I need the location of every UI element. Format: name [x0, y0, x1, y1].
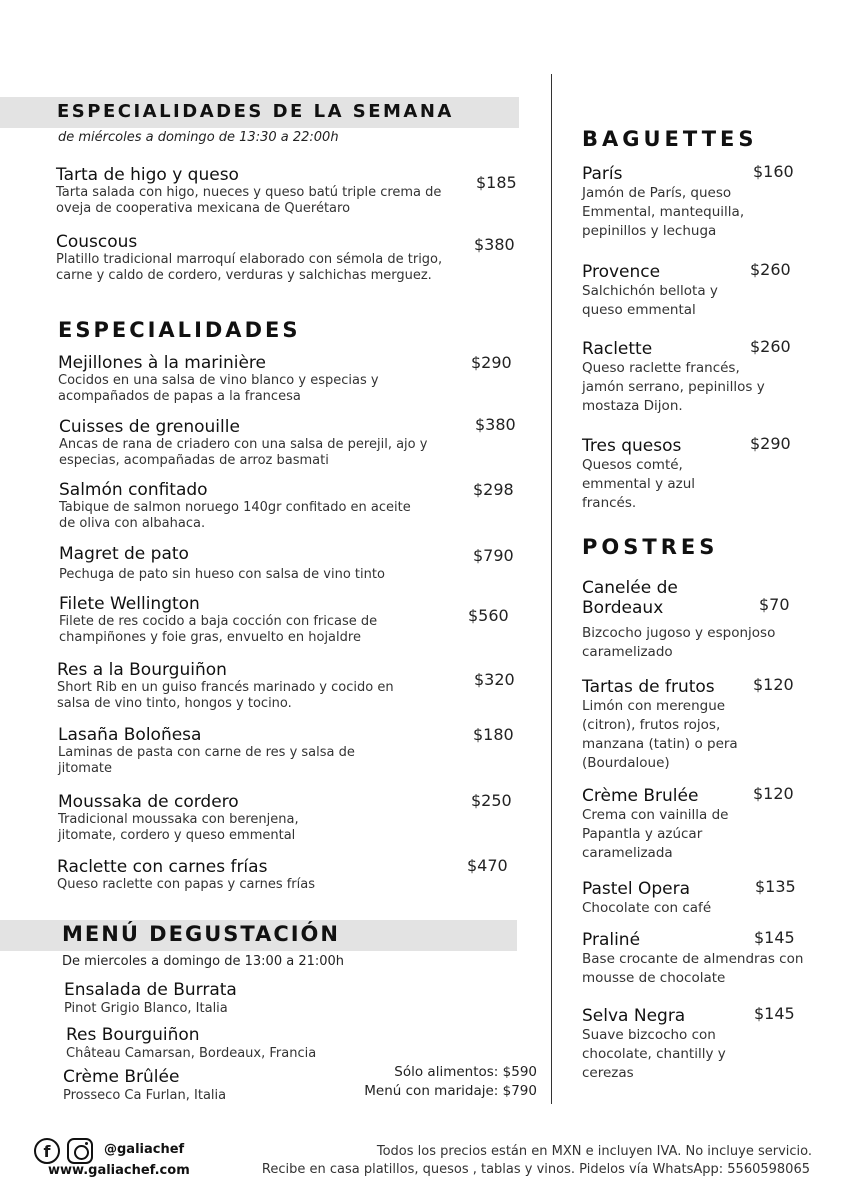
item-name: Couscous: [56, 232, 138, 252]
item-name: Provence: [582, 262, 661, 282]
item-name: Raclette con carnes frías: [57, 857, 268, 877]
item-desc: Salchichón bellota y queso emmental: [582, 283, 718, 318]
facebook-icon[interactable]: f: [34, 1138, 60, 1164]
item-name: Moussaka de cordero: [58, 792, 239, 812]
footer-note-prices: Todos los precios están en MXN e incluyen IVA. No incluye servicio.: [376, 1144, 812, 1159]
item-price: $70: [759, 595, 790, 614]
dessert-item: [582, 786, 752, 863]
dessert-item: [582, 578, 802, 662]
item-desc: Cocidos en una salsa de vino blanco y especias y acompañados de papas a la francesa: [58, 373, 379, 404]
item-name: Salmón confitado: [59, 480, 208, 500]
weekly-schedule: de miércoles a domingo de 13:30 a 22:00h: [58, 130, 339, 145]
item-price: $290: [471, 353, 512, 372]
item-desc: Quesos comté, emmental y azul francés.: [582, 457, 696, 511]
item-desc: Base crocante de almendras con mousse de chocolate: [582, 951, 804, 986]
item-price: $120: [753, 784, 794, 803]
item-price: $180: [473, 725, 514, 744]
item-desc: Platillo tradicional marroquí elaborado con sémola de trigo, carne y caldo de cordero, verduras y salchichas merguez.: [56, 252, 443, 283]
tasting-title: MENÚ DEGUSTACIÓN: [62, 922, 340, 946]
item-price: $790: [473, 546, 514, 565]
item-price: $380: [474, 235, 515, 254]
item-desc: Ancas de rana de criadero con una salsa de perejil, ajo y especias, acompañadas de arroz basmati: [59, 437, 428, 468]
item-price: $160: [753, 162, 794, 181]
footer-note-delivery: Recibe en casa platillos, quesos , tablas y vinos. Pidelos vía WhatsApp: 5560598065: [261, 1162, 810, 1177]
specialty-item: [59, 544, 459, 583]
specialty-item: [57, 857, 437, 893]
item-price: $120: [753, 675, 794, 694]
item-name: Praliné: [582, 930, 641, 950]
item-name: Selva Negra: [582, 1006, 686, 1026]
item-name: Tres quesos: [582, 436, 682, 456]
item-price: $145: [754, 1004, 795, 1023]
item-desc: Limón con merengue (citron), frutos rojos, manzana (tatin) o pera (Bourdaloue): [582, 698, 738, 771]
item-desc: Jamón de París, queso Emmental, mantequilla, pepinillos y lechuga: [582, 185, 745, 239]
item-desc: Short Rib en un guiso francés marinado y cocido en salsa de vino tinto, hongos y tocino.: [57, 680, 394, 711]
item-desc: Pechuga de pato sin hueso con salsa de vino tinto: [59, 567, 385, 582]
item-price: $250: [471, 791, 512, 810]
item-desc: Tarta salada con higo, nueces y queso batú triple crema de oveja de cooperativa mexicana de Querétaro: [56, 185, 442, 216]
item-name: Crème Brûlée: [63, 1067, 180, 1087]
website-link[interactable]: www.galiachef.com: [48, 1163, 190, 1178]
desserts-title: POSTRES: [582, 535, 719, 559]
dessert-item: [582, 677, 752, 773]
specialty-item: [58, 725, 388, 777]
item-price: $185: [476, 173, 517, 192]
item-price: $260: [750, 260, 791, 279]
item-name: Res a la Bourguiñon: [57, 660, 227, 680]
item-name: Canelée de Bordeaux: [582, 578, 678, 618]
item-name: Magret de pato: [59, 544, 189, 564]
item-desc: Tradicional moussaka con berenjena, jitomate, cordero y queso emmental: [58, 812, 299, 843]
item-name: Tartas de frutos: [582, 677, 715, 697]
specialties-title: ESPECIALIDADES: [58, 318, 301, 342]
item-name: Lasaña Boloñesa: [58, 725, 202, 745]
specialty-item: [59, 417, 439, 469]
item-price: $470: [467, 856, 508, 875]
item-desc: Tabique de salmon noruego 140gr confitado en aceite de oliva con albahaca.: [59, 500, 411, 531]
tasting-item: [64, 980, 237, 1017]
tasting-price-food: Sólo alimentos: $590: [394, 1064, 537, 1080]
weekly-title: ESPECIALIDADES DE LA SEMANA: [57, 101, 454, 122]
item-wine: Pinot Grigio Blanco, Italia: [64, 1001, 228, 1016]
specialty-item: [59, 594, 439, 646]
item-desc: Queso raclette francés, jamón serrano, pepinillos y mostaza Dijon.: [582, 360, 765, 414]
item-name: Filete Wellington: [59, 594, 200, 614]
instagram-icon[interactable]: [67, 1138, 93, 1164]
item-price: $145: [754, 928, 795, 947]
item-name: Tarta de higo y queso: [56, 165, 239, 185]
baguette-item: [582, 262, 742, 320]
item-name: Cuisses de grenouille: [59, 417, 240, 437]
item-name: Pastel Opera: [582, 879, 691, 899]
item-price: $380: [475, 415, 516, 434]
tasting-price-pairing: Menú con maridaje: $790: [364, 1083, 537, 1099]
dessert-item: [582, 879, 752, 918]
social-handle[interactable]: @galiachef: [104, 1142, 185, 1157]
item-price: $320: [474, 670, 515, 689]
item-name: Mejillones à la marinière: [58, 353, 267, 373]
item-price: $298: [473, 480, 514, 499]
baguette-item: [582, 164, 782, 241]
item-price: $290: [750, 434, 791, 453]
item-desc: Laminas de pasta con carne de res y salsa de jitomate: [58, 745, 355, 776]
specialty-item: [58, 353, 428, 405]
item-desc: Suave bizcocho con chocolate, chantilly y cerezas: [582, 1027, 726, 1081]
tasting-item: [63, 1067, 226, 1104]
weekly-item: [56, 232, 446, 284]
tasting-schedule: De miercoles a domingo de 13:00 a 21:00h: [62, 954, 345, 969]
item-desc: Bizcocho jugoso y esponjoso caramelizado: [582, 625, 776, 660]
specialty-item: [59, 480, 419, 532]
item-desc: Queso raclette con papas y carnes frías: [57, 877, 316, 892]
baguettes-title: BAGUETTES: [582, 127, 758, 151]
specialty-item: [58, 792, 348, 844]
item-name: Res Bourguiñon: [66, 1025, 200, 1045]
item-name: Raclette: [582, 339, 653, 359]
item-price: $560: [468, 606, 509, 625]
item-desc: Crema con vainilla de Papantla y azúcar caramelizada: [582, 807, 729, 861]
item-price: $135: [755, 877, 796, 896]
item-desc: Filete de res cocido a baja cocción con fricase de champiñones y foie gras, envuelto en hojaldre: [59, 614, 378, 645]
item-wine: Prosseco Ca Furlan, Italia: [63, 1088, 227, 1103]
tasting-item: [66, 1025, 316, 1062]
item-name: Crème Brulée: [582, 786, 699, 806]
item-wine: Château Camarsan, Bordeaux, Francia: [66, 1046, 317, 1061]
item-name: París: [582, 164, 623, 184]
weekly-item: [56, 165, 456, 217]
item-name: Ensalada de Burrata: [64, 980, 237, 1000]
specialty-item: [57, 660, 427, 712]
item-price: $260: [750, 337, 791, 356]
item-desc: Chocolate con café: [582, 900, 712, 916]
column-divider: [551, 74, 552, 1104]
